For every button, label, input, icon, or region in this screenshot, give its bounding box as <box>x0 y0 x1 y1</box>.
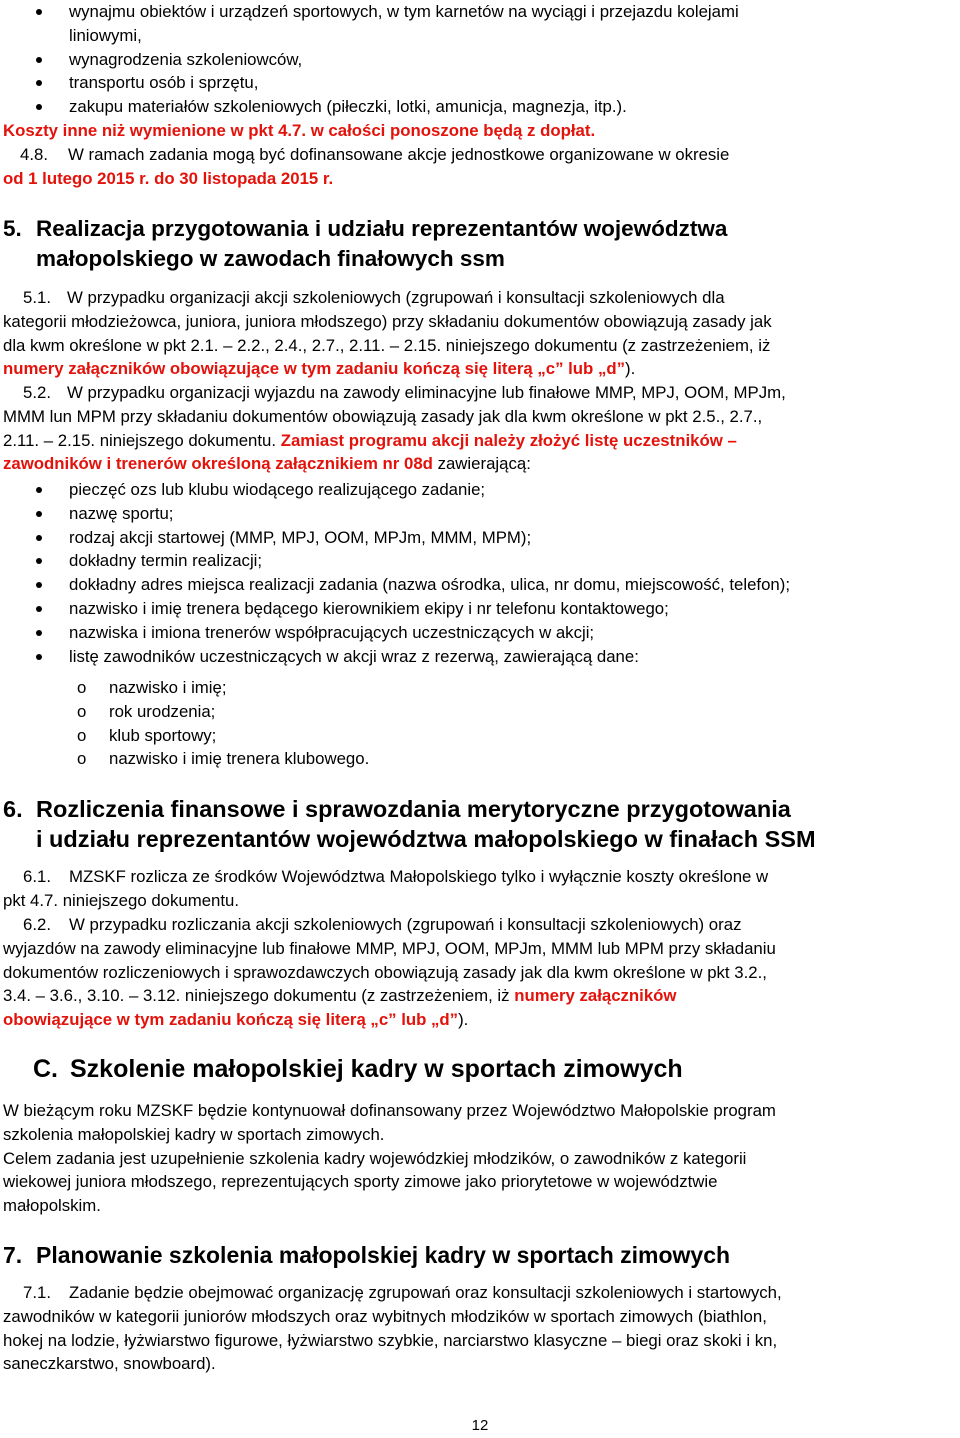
list-item: listę zawodników uczestniczących w akcji wraz z rezerwą, zawierającą dane: <box>3 645 790 669</box>
chapter-c-intro <box>3 1099 955 1218</box>
list-item: nazwisko i imię trenera będącego kierownikiem ekipy i nr telefonu kontaktowego; <box>3 597 790 621</box>
paragraph-number: 6.2. <box>23 915 51 934</box>
paragraph-line: numery załączników obowiązujące w tym zadaniu kończą się literą „c” lub „d”). <box>3 359 636 379</box>
section-heading-5 <box>3 214 955 273</box>
paragraph-line: szkolenia małopolskiej kadry w sportach zimowych. <box>3 1124 385 1144</box>
paragraph-number: 5.2. <box>23 383 51 402</box>
list-item: pieczęć ozs lub klubu wiodącego realizującego zadanie; <box>3 478 790 502</box>
paragraph-line: MMM lun MPM przy składaniu dokumentów obowiązują zasady jak dla kwm określone w pkt 2.5., 2.7., <box>3 406 763 426</box>
paragraph-line: zawodników i trenerów określoną załącznikiem nr 08d zawierającą: <box>3 454 531 474</box>
circle-bullet-icon: o <box>77 678 87 697</box>
paragraph-line: zawodników w kategorii juniorów młodszych oraz wybitnych młodzików w sportach zimowych (biathlon, <box>3 1306 767 1326</box>
paragraph-line: dokumentów rozliczeniowych i sprawozdawczych obowiązują zasady jak dla kwm określone w pkt 3.2., <box>3 962 767 982</box>
list-item: wynajmu obiektów i urządzeń sportowych, w tym karnetów na wyciągi i przejazdu kolejami <box>3 0 739 24</box>
bullet-icon <box>36 511 42 517</box>
page-number: 12 <box>471 1417 489 1434</box>
heading-line: i udziału reprezentantów województwa małopolskiego w finałach SSM <box>36 826 816 852</box>
paragraph-7-1 <box>3 1281 955 1376</box>
heading-title: Planowanie szkolenia małopolskiej kadry w sportach zimowych <box>36 1242 731 1268</box>
paragraph-line: 6.1. MZSKF rozlicza ze środków Województwa Małopolskiego tylko i wyłącznie koszty określone w <box>3 865 955 889</box>
heading-number: 6. <box>3 796 23 822</box>
list-item: dokładny adres miejsca realizacji zadania (nazwa ośrodka, ulica, nr domu, miejscowość, telefon); <box>3 573 790 597</box>
bullet-icon <box>36 606 42 612</box>
chapter-letter: C. <box>33 1055 58 1083</box>
paragraph-line: małopolskim. <box>3 1196 101 1216</box>
paragraph-line: od 1 lutego 2015 r. do 30 listopada 2015 r. <box>3 168 334 188</box>
paragraph-4-8 <box>3 143 955 191</box>
chapter-heading-c <box>33 1054 683 1084</box>
paragraph-line: 3.4. – 3.6., 3.10. – 3.12. niniejszego dokumentu (z zastrzeżeniem, iż numery załączników <box>3 986 677 1006</box>
list-item: zakupu materiałów szkoleniowych (piłeczki, lotki, amunicja, magnezja, itp.). <box>3 95 739 119</box>
bullet-icon <box>36 80 42 86</box>
bullet-icon <box>36 9 42 15</box>
paragraph-number: 5.1. <box>23 288 51 307</box>
heading-line: małopolskiego w zawodach finałowych ssm <box>36 245 505 271</box>
bullet-icon <box>36 104 42 110</box>
paragraph-line: dla kwm określone w pkt 2.1. – 2.2., 2.4., 2.7., 2.11. – 2.15. niniejszego dokumentu (z zastrzeżeniem, iż <box>3 335 771 355</box>
paragraph-line: 4.8. W ramach zadania mogą być dofinansowane akcje jednostkowe organizowane w okresie <box>3 143 955 167</box>
athlete-data-sublist <box>3 676 369 771</box>
sublist-item: o nazwisko i imię; <box>3 676 369 700</box>
list-item: wynagrodzenia szkoleniowców, <box>3 48 739 72</box>
bullet-icon <box>36 535 42 541</box>
bullet-icon <box>36 654 42 660</box>
costs-note: Koszty inne niż wymienione w pkt 4.7. w całości ponoszone będą z dopłat. <box>3 121 596 140</box>
paragraph-line: W bieżącym roku MZSKF będzie kontynuował dofinansowany przez Województwo Małopolskie program <box>3 1101 776 1120</box>
bullet-icon <box>36 487 42 493</box>
bullet-icon <box>36 630 42 636</box>
heading-line: 5. Realizacja przygotowania i udziału reprezentantów województwa <box>3 214 955 244</box>
circle-bullet-icon: o <box>77 749 87 769</box>
bullet-icon <box>36 57 42 63</box>
sublist-item: o rok urodzenia; <box>3 700 369 724</box>
paragraph-6-2 <box>3 913 955 1032</box>
section-heading-7 <box>3 1240 730 1270</box>
sublist-item: o nazwisko i imię trenera klubowego. <box>3 747 369 771</box>
paragraph-line: 2.11. – 2.15. niniejszego dokumentu. Zamiast programu akcji należy złożyć listę uczestników – <box>3 430 737 450</box>
bullet-icon <box>36 582 42 588</box>
paragraph-number: 6.1. <box>23 867 51 886</box>
paragraph-line: hokej na lodzie, łyżwiarstwo figurowe, łyżwiarstwo szybkie, narciarstwo klasyczne – biegi oraz skoki i kn, <box>3 1330 778 1350</box>
paragraph-6-1 <box>3 865 955 913</box>
paragraph-line: 5.1. W przypadku organizacji akcji szkoleniowych (zgrupowań i konsultacji szkoleniowych dla <box>3 286 955 310</box>
cost-bullet-list <box>3 0 739 119</box>
chapter-title: Szkolenie małopolskiej kadry w sportach zimowych <box>70 1055 683 1083</box>
paragraph-line: saneczkarstwo, snowboard). <box>3 1354 216 1374</box>
paragraph-line: Celem zadania jest uzupełnienie szkolenia kadry wojewódzkiej młodzików, o zawodników z kategorii <box>3 1148 747 1168</box>
sublist-item: o klub sportowy; <box>3 724 369 748</box>
paragraph-line: kategorii młodzieżowca, juniora, juniora młodszego) przy składaniu dokumentów obowiązują zasady jak <box>3 311 772 331</box>
paragraph-5-1 <box>3 286 955 381</box>
list-item: dokładny termin realizacji; <box>3 549 790 573</box>
bullet-icon <box>36 558 42 564</box>
heading-line: 6. Rozliczenia finansowe i sprawozdania merytoryczne przygotowania <box>3 796 791 822</box>
list-item: nazwę sportu; <box>3 502 790 526</box>
list-item: transportu osób i sprzętu, <box>3 71 739 95</box>
paragraph-line: obowiązujące w tym zadaniu kończą się literą „c” lub „d”). <box>3 1010 469 1030</box>
heading-number: 7. <box>3 1242 23 1268</box>
paragraph-number: 4.8. <box>20 145 48 164</box>
paragraph-line: wiekowej juniora młodszego, reprezentujących sporty zimowe jako priorytetowe w województwie <box>3 1172 718 1192</box>
paragraph-line: 6.2. W przypadku rozliczania akcji szkoleniowych (zgrupowań i konsultacji szkoleniowych) oraz <box>3 913 955 937</box>
heading-number: 5. <box>3 216 22 241</box>
paragraph-5-2 <box>3 381 955 476</box>
list-item: nazwiska i imiona trenerów współpracujących uczestniczących w akcji; <box>3 621 790 645</box>
section-heading-6 <box>3 794 955 854</box>
circle-bullet-icon: o <box>77 725 87 745</box>
paragraph-line: 5.2. W przypadku organizacji wyjazdu na zawody eliminacyjne lub finałowe MMP, MPJ, OOM, MPJm, <box>3 381 955 405</box>
submission-bullet-list <box>3 478 790 668</box>
paragraph-line: pkt 4.7. niniejszego dokumentu. <box>3 890 240 910</box>
list-item-continuation: liniowymi, <box>69 25 142 45</box>
list-item: rodzaj akcji startowej (MMP, MPJ, OOM, MPJm, MMM, MPM); <box>3 526 790 550</box>
paragraph-line: wyjazdów na zawody eliminacyjne lub finałowe MMP, MPJ, OOM, MPJm, MMM lub MPM przy składaniu <box>3 938 776 958</box>
circle-bullet-icon: o <box>77 701 87 721</box>
paragraph-line: 7.1. Zadanie będzie obejmować organizację zgrupowań oraz konsultacji szkoleniowych i startowych, <box>3 1281 955 1305</box>
paragraph-number: 7.1. <box>23 1283 51 1302</box>
